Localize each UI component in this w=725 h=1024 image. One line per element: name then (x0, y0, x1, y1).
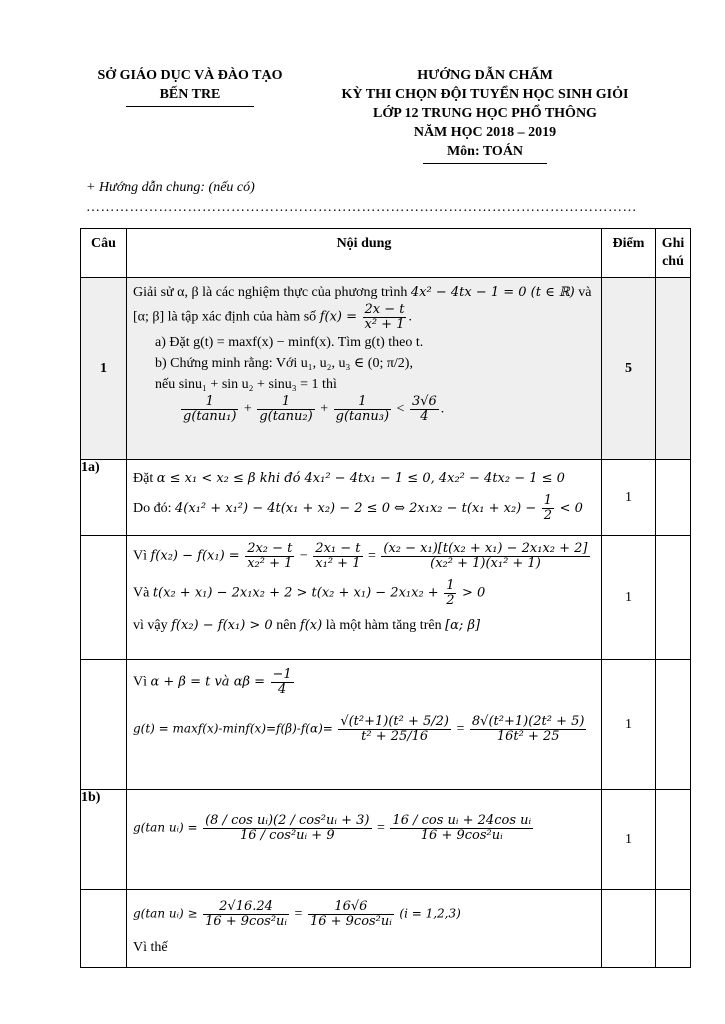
q1a-va-math: t(x₂ + x₁) − 2x₁x₂ + 2 > t(x₂ + x₁) − 2x₁x₂ + (152, 585, 439, 601)
q1a-vi: Vì (133, 548, 147, 564)
q1b-ge-tail: (i = 1,2,3) (399, 906, 461, 921)
q1a-note-3 (656, 660, 691, 790)
q1a-diff-f2-den: x₁² + 1 (315, 556, 361, 571)
q1a-diff-eq: = (368, 548, 376, 564)
q1b-ge-f2-num: 16√6 (308, 900, 394, 915)
exam-header (300, 66, 670, 164)
q1-ineq-den-1: g(tanu₁) (183, 409, 237, 424)
q1a-line2-tail: < 0 (559, 501, 583, 516)
subject-underline (423, 163, 547, 164)
question-1-label: 1 (81, 278, 127, 460)
q1b-vi-the: Vì thế (133, 940, 168, 955)
q1b-content-2 (127, 890, 602, 968)
q1a-conclude-b: nên (276, 618, 297, 633)
grading-table (80, 228, 691, 968)
q1a-do-do: Do đó: (133, 501, 172, 516)
q1b-ge-f1-num: 2√16.24 (203, 900, 289, 915)
q1a-content-3 (127, 660, 602, 790)
q1a-conclude-math3: [α; β] (445, 618, 481, 633)
q1a-note-2 (656, 536, 691, 660)
q1a-content-1 (127, 460, 602, 536)
q1a-points-1: 1 (602, 460, 656, 536)
q1-fx-label: f(x) = (319, 309, 357, 325)
q1a-diff-lhs: f(x₂) − f(x₁) = (150, 548, 240, 564)
q1-ineq-num-3: 1 (334, 395, 391, 410)
q1b-note-1 (656, 790, 691, 890)
q1a-g-f2-den: 16t² + 25 (496, 729, 560, 744)
q1a-vieta-frac-den: 4 (277, 682, 287, 697)
general-note: + Hướng dẫn chung: (nếu có) (86, 180, 255, 195)
q1a-row-3 (81, 660, 691, 790)
q1a-vieta-frac-num: −1 (272, 667, 292, 682)
q1-ineq-rhs-den: 4 (420, 409, 429, 424)
q1-fx-fraction (363, 303, 407, 332)
q1a-cau-3 (81, 660, 127, 790)
q1b-note-2 (656, 890, 691, 968)
question-1-points: 5 (602, 278, 656, 460)
table-header-row (81, 229, 691, 278)
header-content: Nội dung (127, 229, 602, 278)
province-underline (126, 106, 254, 107)
province-name: BẾN TRE (159, 87, 221, 102)
q1b-label: 1b) (81, 790, 127, 890)
q1-equation: 4x² − 4tx − 1 = 0 (t ∈ ℝ) (410, 285, 575, 300)
q1b-g-f2-den: 16 + 9cos²uᵢ (420, 828, 503, 843)
q1a-va: Và (133, 585, 150, 601)
q1-ineq-den-3: g(tanu₃) (335, 409, 390, 424)
q1b-g-lhs: g(tan uᵢ) = (133, 820, 198, 835)
q1a-g-f1-num: √(t²+1)(t² + 5/2) (340, 714, 449, 729)
q1b-content-1 (127, 790, 602, 890)
q1-ineq-den-2: g(tanu₂) (259, 409, 313, 424)
q1-fx-num: 2x − t (364, 302, 405, 317)
q1a-diff-f1-den: x₂² + 1 (247, 556, 293, 571)
q1a-va-tail: > 0 (461, 585, 486, 601)
q1-ineq-rhs-num: 3√6 (411, 394, 437, 409)
q1a-conclude-c: là một hàm tăng trên (325, 618, 442, 633)
q1a-conclude-a: vì vậy (133, 618, 168, 633)
q1a-line2-math: 4(x₁² + x₁²) − 4t(x₁ + x₂) − 2 ≤ 0 ⇔ 2x₁x₂ − t(x₁ + x₂) − (175, 501, 537, 516)
q1-part-a: a) Đặt g(t) = maxf(x) − minf(x). Tìm g(t) theo t. (155, 335, 424, 350)
q1a-row-2 (81, 536, 691, 660)
grade-level: LỚP 12 TRUNG HỌC PHỔ THÔNG (373, 106, 597, 121)
q1-inequality: $\frac{1}{\text{g(tanu₁)}}$ + $\frac{1}{\text{g(tanu₂)}}$ + $\frac{1}{\text{g(tanu₃)}}$ < $\frac{3√6}{4}$ . (183, 394, 445, 424)
question-1-row (81, 278, 691, 460)
q1a-diff-f3-den: (x₂² + 1)(x₁² + 1) (430, 556, 541, 571)
q1-condition: nếu sinu₁ + sin u₂ + sinu₃ = 1 thì (155, 377, 337, 392)
q1a-diff-minus: − (299, 548, 308, 564)
question-1-note (656, 278, 691, 460)
q1a-va-frac-num: 1 (446, 578, 455, 593)
q1b-row-1 (81, 790, 691, 890)
q1a-row-1 (81, 460, 691, 536)
q1b-g-eq: = (377, 820, 385, 836)
q1a-va-frac-den: 2 (446, 593, 455, 608)
q1a-cau-2 (81, 536, 127, 660)
q1b-g-f2-num: 16 / cos uᵢ + 24cos uᵢ (392, 813, 532, 828)
q1b-g-f1-den: 16 / cos²uᵢ + 9 (240, 828, 335, 843)
q1b-ge-f1-den: 16 + 9cos²uᵢ (205, 914, 288, 929)
q1a-line2-frac-den: 2 (543, 508, 553, 524)
q1a-diff-f1-num: 2x₂ − t (247, 541, 293, 556)
q1a-diff-f2-num: 2x₁ − t (315, 541, 361, 556)
question-1-content: Giải sử α, β là các nghiệm thực của phương trình 4x² − 4tx − 1 = 0 (t ∈ ℝ) và [α; β] là tập xác định của hàm số f(x) = $\frac{2x - t}{\text{x² + 1}}$ . a) Đặt g(t) = maxf(x) − minf(x). Tìm g(t) theo t. b) Chứng minh rằng: Với u₁, u₂, u₃ ∈ (0; π/2), nếu sinu₁ + sin u₂ + sinu₃ = 1 thì $\frac{1}{\text{g(tanu₁)}}$ + $\frac{1}{\text{g(tanu₂)}}$ + $\frac{1}{\text{g(tanu₃)}}$ < $\frac{3√6}{4}$ . (127, 278, 602, 460)
q1a-points-3: 1 (602, 660, 656, 790)
q1a-g-eq: = (456, 721, 465, 737)
q1b-ge-lhs: g(tan uᵢ) ≥ (133, 906, 198, 921)
q1a-dat: Đặt (133, 471, 154, 486)
q1-part-b: b) Chứng minh rằng: Với u₁, u₂, u₃ ∈ (0; π/2), (155, 356, 413, 371)
q1b-points-1: 1 (602, 790, 656, 890)
q1b-ge-eq: = (294, 906, 303, 922)
header-points: Điểm (602, 229, 656, 278)
q1a-vieta-math: α + β = t và αβ = (150, 674, 266, 690)
q1a-g-f1-den: t² + 25/16 (361, 729, 429, 744)
q1-intro-b: và [α; β] là tập xác định của hàm số (133, 285, 592, 325)
q1b-ge-f2-den: 16 + 9cos²uᵢ (309, 914, 392, 929)
school-year: NĂM HỌC 2018 – 2019 (413, 125, 557, 140)
q1a-diff-f3-num: (x₂ − x₁)[t(x₂ + x₁) − 2x₁x₂ + 2] (383, 541, 588, 556)
q1a-g-f2-num: 8√(t²+1)(2t² + 5) (471, 714, 585, 729)
guide-title: HƯỚNG DẪN CHẤM (417, 68, 553, 83)
q1-ineq-num-1: 1 (181, 395, 238, 410)
q1a-note-1 (656, 460, 691, 536)
q1a-content-2 (127, 536, 602, 660)
q1-intro-a: Giải sử α, β là các nghiệm thực của phương trình (133, 285, 408, 300)
subject: Môn: TOÁN (446, 144, 524, 159)
department-name: SỞ GIÁO DỤC VÀ ĐÀO TẠO (97, 68, 283, 83)
header-cau: Câu (81, 229, 127, 278)
q1a-g-lhs: g(t) = maxf(x)-minf(x)=f(β)-f(α)= (133, 721, 333, 736)
q1a-conclude-math2: f(x) (299, 618, 323, 633)
q1b-points-2 (602, 890, 656, 968)
q1-ineq-num-2: 1 (257, 395, 314, 410)
q1a-line2-frac-num: 1 (543, 493, 553, 509)
header-note: Ghi chú (656, 229, 691, 278)
q1a-vieta-vi: Vì (133, 674, 147, 690)
q1a-points-2: 1 (602, 536, 656, 660)
q1b-row-2 (81, 890, 691, 968)
q1-fx-den: x² + 1 (364, 317, 405, 332)
q1b-cau-2 (81, 890, 127, 968)
q1b-g-f1-num: (8 / cos uᵢ)(2 / cos²uᵢ + 3) (205, 813, 370, 828)
exam-name: KỲ THI CHỌN ĐỘI TUYỂN HỌC SINH GIỎI (341, 87, 629, 102)
dotted-line: …………………………………………………………………………………………………… (86, 200, 637, 215)
department-header (60, 66, 320, 107)
q1a-label: 1a) (81, 460, 127, 536)
q1a-line1-math: α ≤ x₁ < x₂ ≤ β khi đó 4x₁² − 4tx₁ − 1 ≤ 0, 4x₂² − 4tx₂ − 1 ≤ 0 (156, 471, 565, 486)
q1a-conclude-math1: f(x₂) − f(x₁) > 0 (171, 618, 273, 633)
